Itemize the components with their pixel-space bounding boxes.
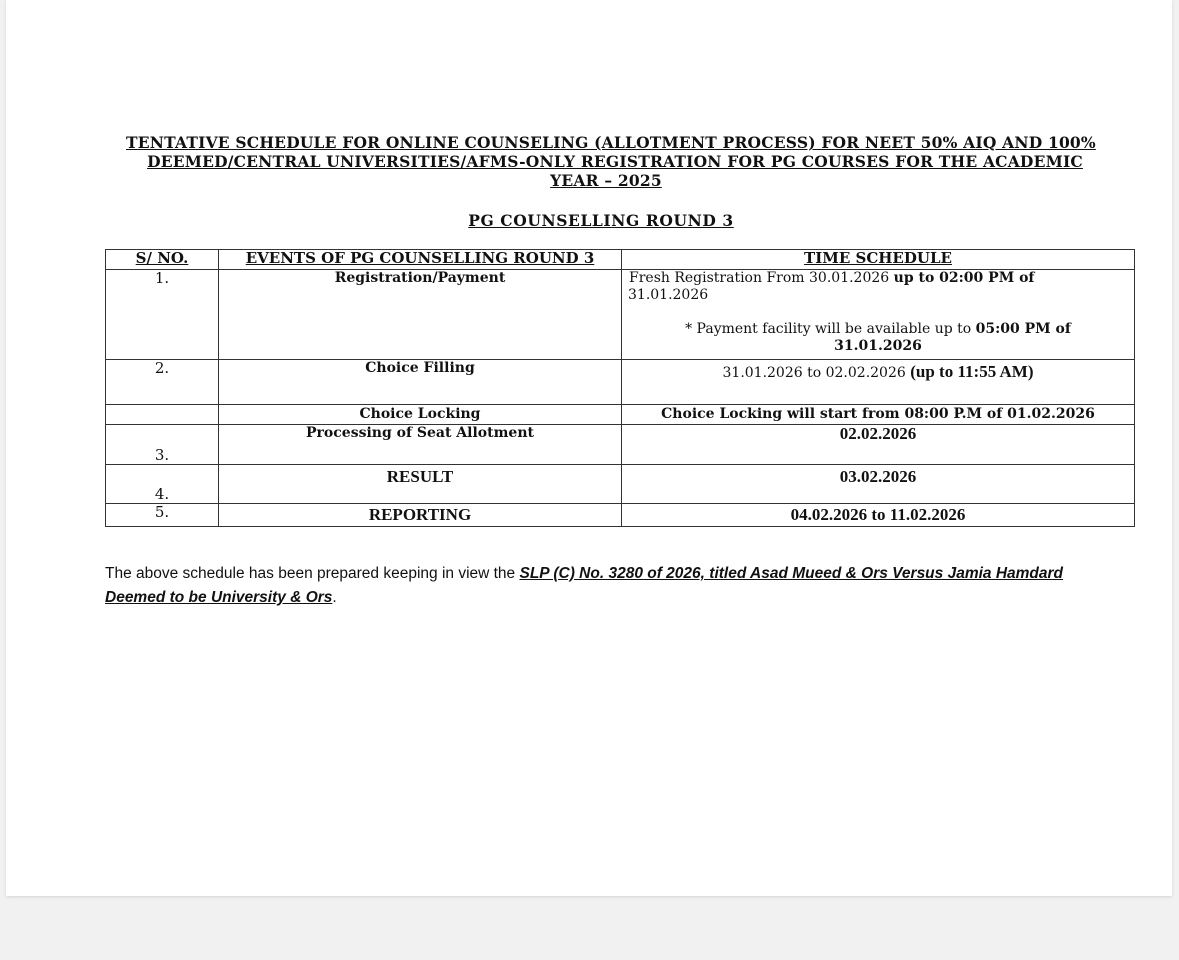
header-sno: S/ NO. <box>106 250 219 270</box>
heading-line-1: TENTATIVE SCHEDULE FOR ONLINE COUNSELING (ALLOTMENT PROCESS) FOR NEET 50% AIQ AND 100% <box>126 133 1096 152</box>
row-sno: 5. <box>106 504 219 527</box>
schedule-date: 02.02.2026 <box>839 424 917 443</box>
schedule-bold-text: (up to 11:55 AM) <box>910 362 1034 381</box>
row-sno: 2. <box>106 360 219 405</box>
document-page <box>6 0 1172 896</box>
row-schedule <box>622 270 1135 360</box>
schedule-date: 31.01.2026 <box>628 287 709 303</box>
schedule-date: 03.02.2026 <box>839 467 917 486</box>
note-prefix: The above schedule has been prepared keeping in view the <box>105 565 520 582</box>
row-sno: 4. <box>106 465 219 504</box>
row-event: Choice Locking <box>219 405 622 425</box>
row-schedule <box>622 504 1135 527</box>
row-schedule <box>622 465 1135 504</box>
heading-line-2: DEEMED/CENTRAL UNIVERSITIES/AFMS-ONLY REGISTRATION FOR PG COURSES FOR THE ACADEMIC <box>147 152 1083 171</box>
schedule-date: 04.02.2026 to 11.02.2026 <box>790 505 966 524</box>
header-events: EVENTS OF PG COUNSELLING ROUND 3 <box>219 250 622 270</box>
round-title: PG COUNSELLING ROUND 3 <box>468 211 734 230</box>
row-event <box>219 465 622 504</box>
heading-line-3: YEAR – 2025 <box>550 171 662 190</box>
event-label: RESULT <box>386 467 454 486</box>
document-heading <box>126 133 1096 190</box>
schedule-text: 31.01.2026 to 02.02.2026 <box>722 365 911 381</box>
table-row <box>106 425 1135 465</box>
row-sno: 3. <box>106 425 219 465</box>
table-row <box>106 465 1135 504</box>
row-event: Choice Filling <box>219 360 622 405</box>
note-suffix: . <box>332 589 337 606</box>
row-event: Processing of Seat Allotment <box>219 425 622 465</box>
row-schedule <box>622 425 1135 465</box>
row-schedule: Choice Locking will start from 08:00 P.M of 01.02.2026 <box>622 405 1135 425</box>
row-sno: 1. <box>106 270 219 360</box>
row-schedule <box>622 360 1135 405</box>
header-time-schedule: TIME SCHEDULE <box>622 250 1135 270</box>
table-row <box>106 504 1135 527</box>
table-header-row <box>106 250 1135 270</box>
payment-note-bold: 05:00 PM of <box>975 321 1071 337</box>
table-row <box>106 270 1135 360</box>
row-sno <box>106 405 219 425</box>
payment-note-date: 31.01.2026 <box>834 338 922 354</box>
note-citation: SLP (C) No. 3280 of 2026, titled Asad Mueed & Ors Versus Jamia Hamdard Deemed to be University & Ors <box>105 565 1064 606</box>
table-row <box>106 405 1135 425</box>
schedule-table <box>105 249 1135 527</box>
row-event: Registration/Payment <box>219 270 622 360</box>
table-row <box>106 360 1135 405</box>
schedule-text: Fresh Registration From 30.01.2026 <box>629 270 894 286</box>
schedule-bold-text: up to 02:00 PM of <box>893 270 1035 286</box>
row-event <box>219 504 622 527</box>
schedule-note <box>105 562 1065 610</box>
event-label: REPORTING <box>368 505 472 524</box>
payment-note: * Payment facility will be available up to <box>685 321 976 337</box>
